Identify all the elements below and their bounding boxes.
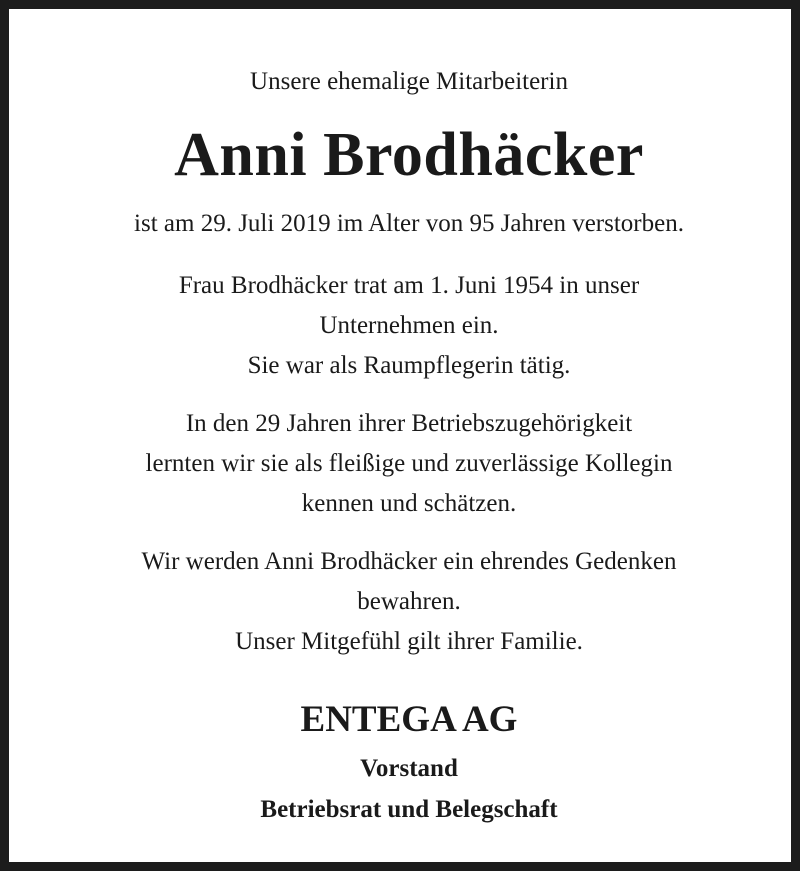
- tribute-line: kennen und schätzen.: [301, 490, 517, 517]
- deceased-name: Anni Brodhäcker: [174, 121, 644, 189]
- signatory-staff: Betriebsrat und Belegschaft: [260, 796, 558, 823]
- intro-text: Unsere ehemalige Mitarbeiterin: [250, 68, 568, 95]
- remembrance-line: bewahren.: [357, 588, 461, 615]
- employment-paragraph: [18, 266, 800, 386]
- tribute-line: In den 29 Jahren ihrer Betriebszugehörigkeit: [185, 410, 633, 437]
- tribute-paragraph: [18, 404, 800, 524]
- employment-line: Frau Brodhäcker trat am 1. Juni 1954 in unser: [178, 272, 640, 299]
- employment-line: Unternehmen ein.: [319, 312, 499, 339]
- remembrance-line: Wir werden Anni Brodhäcker ein ehrendes Gedenken: [141, 548, 677, 575]
- employment-line: Sie war als Raumpflegerin tätig.: [247, 352, 571, 379]
- death-notice-line: [18, 204, 800, 244]
- tribute-line: lernten wir sie als fleißige und zuverlässige Kollegin: [145, 450, 673, 477]
- signatory-board: Vorstand: [360, 755, 458, 782]
- remembrance-paragraph: [18, 542, 800, 662]
- company-name: ENTEGA AG: [300, 699, 518, 740]
- remembrance-line: Unser Mitgefühl gilt ihrer Familie.: [235, 628, 583, 655]
- death-line: ist am 29. Juli 2019 im Alter von 95 Jahren verstorben.: [134, 210, 684, 237]
